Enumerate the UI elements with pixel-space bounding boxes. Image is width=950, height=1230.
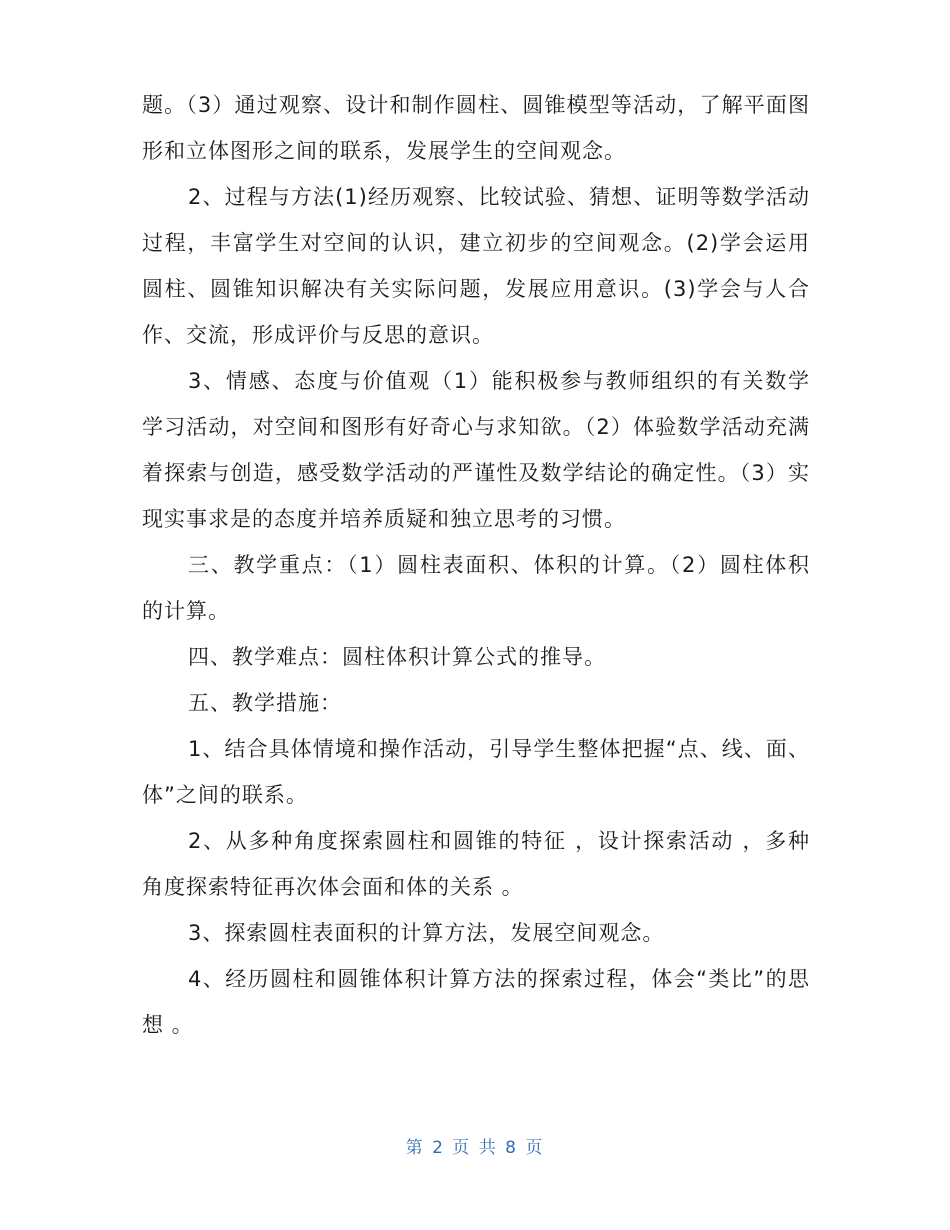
paragraph: 3、探索圆柱表面积的计算方法，发展空间观念。 [188,921,665,945]
paragraph: 3、情感、态度与价值观（1）能积极参与教师组织的有关数学学习活动，对空间和图形有好奇心与求知欲。（2）体验数学活动充满着探索与创造，感受数学活动的严谨性及数学结论的确定性。（3）实现实事求是的态度并培养质疑和独立思考的习惯。 [142,369,810,531]
paragraph: 三、教学重点：（1）圆柱表面积、体积的计算。（2）圆柱体积的计算。 [142,553,810,623]
body-text [142,82,810,1048]
paragraph: 1、结合具体情境和操作活动，引导学生整体把握“点、线、面、体”之间的联系。 [142,737,810,807]
paragraph: 五、教学措施： [188,691,342,715]
page-number: 第 2 页 共 8 页 [405,1138,545,1158]
paragraph: 4、经历圆柱和圆锥体积计算方法的探索过程，体会“类比”的思想 。 [142,967,810,1037]
paragraph: 题。（3）通过观察、设计和制作圆柱、圆锥模型等活动，了解平面图形和立体图形之间的联系，发展学生的空间观念。 [142,93,810,163]
paragraph: 四、教学难点：圆柱体积计算公式的推导。 [188,645,606,669]
paragraph: 2、从多种角度探索圆柱和圆锥的特征 ，设计探索活动 ，多种角度探索特征再次体会面和体的关系 。 [142,829,810,899]
paragraph: 2、过程与方法(1)经历观察、比较试验、猜想、证明等数学活动过程，丰富学生对空间的认识，建立初步的空间观念。(2)学会运用圆柱、圆锥知识解决有关实际问题，发展应用意识。(3)学会与人合作、交流，形成评价与反思的意识。 [142,185,810,347]
